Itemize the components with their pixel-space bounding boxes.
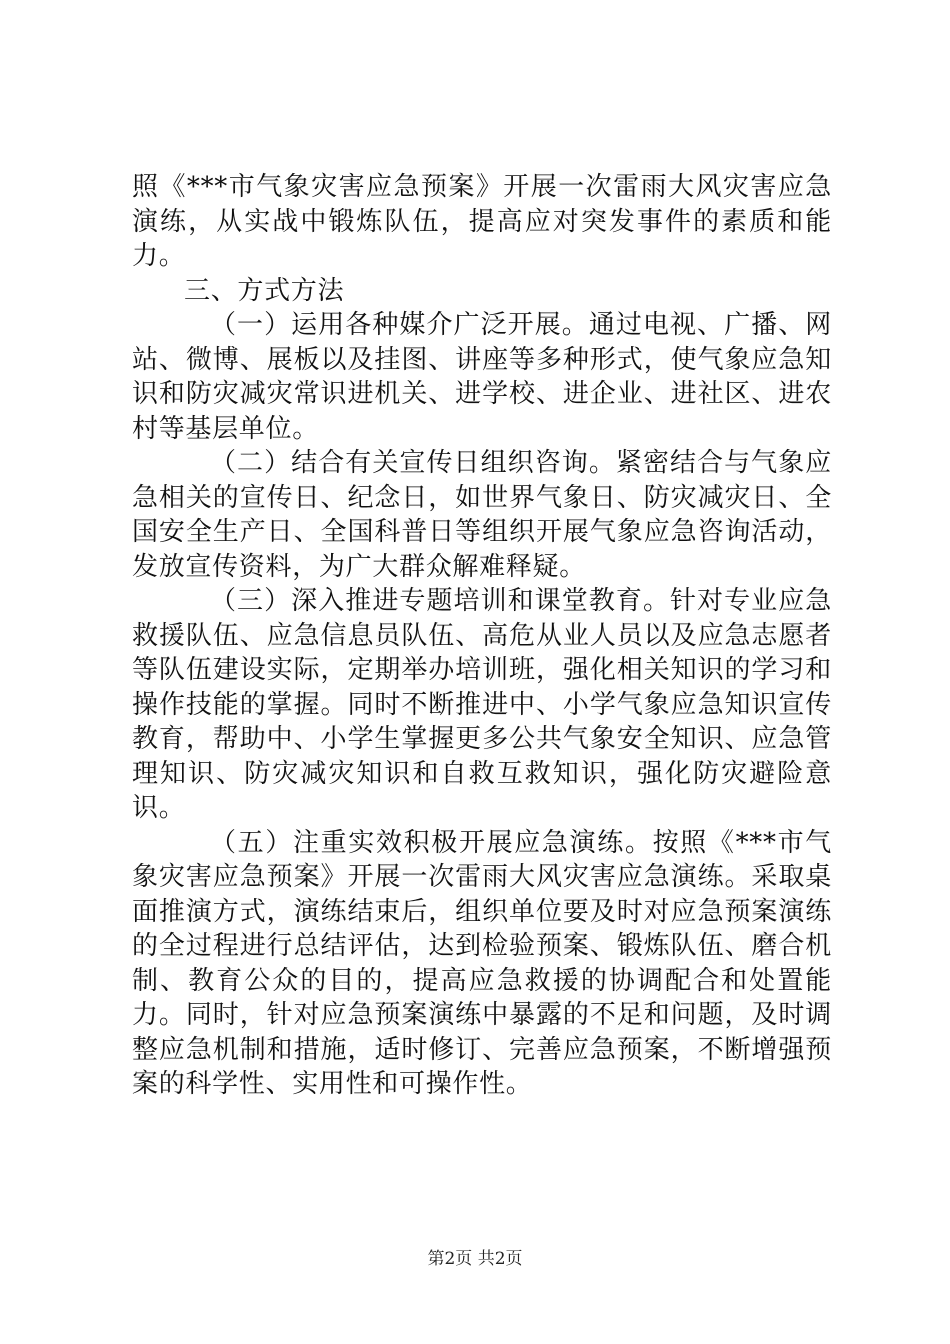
paragraph-training: （三）深入推进专题培训和课堂教育。针对专业应急救援队伍、应急信息员队伍、高危从业人员以及应急志愿者等队伍建设实际，定期举办培训班，强化相关知识的学习和操作技能的掌握。同时不断推进中、小学气象应急知识宣传教育，帮助中、小学生掌握更多公共气象安全知识、应急管理知识、防灾减灾知识和自救互救知识，强化防灾避险意识。 <box>132 586 832 823</box>
paragraph-continuation: 照《***市气象灾害应急预案》开展一次雷雨大风灾害应急演练，从实战中锻炼队伍，提高应对突发事件的素质和能力。 <box>132 172 832 271</box>
paragraph-drill: （五）注重实效积极开展应急演练。按照《***市气象灾害应急预案》开展一次雷雨大风灾害应急演练。采取桌面推演方式，演练结束后，组织单位要及时对应急预案演练的全过程进行总结评估，达到检验预案、锻炼队伍、磨合机制、教育公众的目的，提高应急救援的协调配合和处置能力。同时，针对应急预案演练中暴露的不足和问题，及时调整应急机制和措施，适时修订、完善应急预案，不断增强预案的科学性、实用性和可操作性。 <box>132 827 832 1099</box>
document-body <box>132 170 832 1102</box>
paragraph-consultation: （二）结合有关宣传日组织咨询。紧密结合与气象应急相关的宣传日、纪念日，如世界气象日、防灾减灾日、全国安全生产日、全国科普日等组织开展气象应急咨询活动，发放宣传资料，为广大群众解难释疑。 <box>132 448 832 582</box>
page-footer: 第2页 共2页 <box>427 1249 523 1269</box>
paragraph-media: （一）运用各种媒介广泛开展。通过电视、广播、网站、微博、展板以及挂图、讲座等多种形式，使气象应急知识和防灾减灾常识进机关、进学校、进企业、进社区、进农村等基层单位。 <box>132 310 832 444</box>
section-heading-methods: 三、方式方法 <box>184 275 345 306</box>
